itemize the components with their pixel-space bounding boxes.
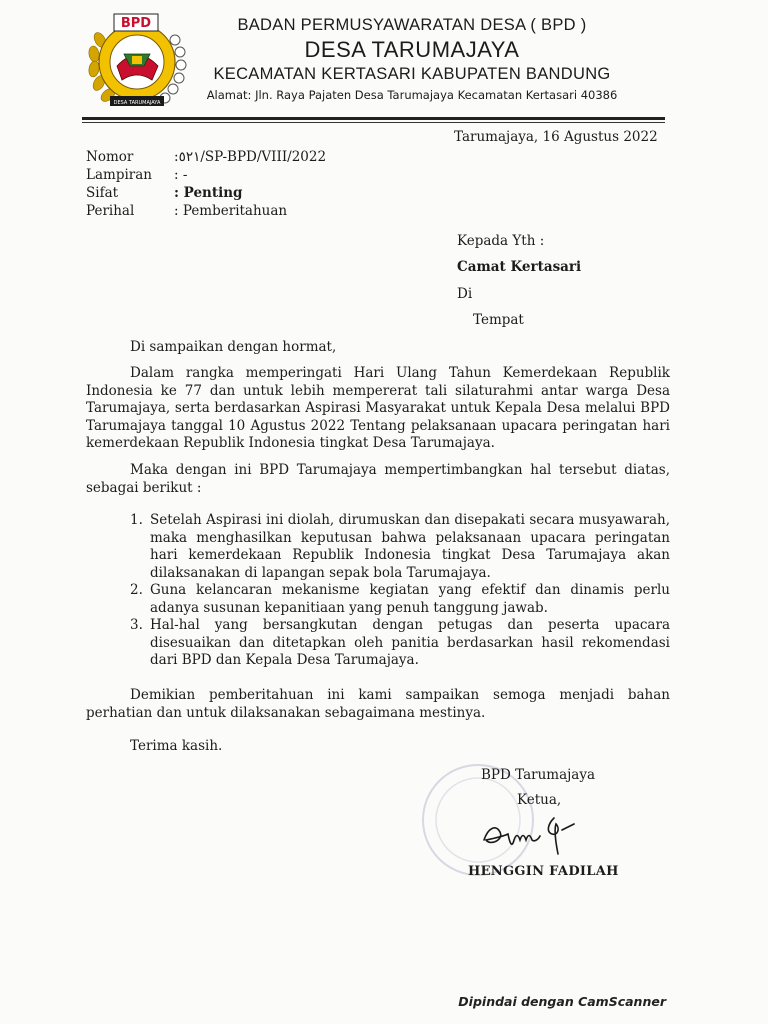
- paragraph-1: Dalam rangka memperingati Hari Ulang Tahun Kemerdekaan Republik Indonesia ke 77 dan untuk lebih mempererat tali silaturahmi antar warga Desa Tarumajaya, serta berdasarkan Aspirasi Masyarakat untuk Kepala Desa melalui BPD Tarumajaya tanggal 10 Agustus 2022 Tentang pelaksanaan upacara peringatan hari kemerdekaan Republik Indonesia tingkat Desa Tarumajaya.: [86, 365, 670, 451]
- perihal-value: : Pemberitahuan: [174, 203, 288, 219]
- recipient-tempat: Tempat: [473, 312, 524, 328]
- nomor-label: Nomor: [86, 149, 134, 165]
- lampiran-label: Lampiran: [86, 167, 152, 183]
- letter-date: Tarumajaya, 16 Agustus 2022: [454, 129, 658, 145]
- recipient-name: Camat Kertasari: [457, 259, 582, 275]
- signature-role: Ketua,: [517, 792, 562, 808]
- logo-band-text: DESA TARUMAJAYA: [113, 100, 161, 106]
- list-item-text: Guna kelancaran mekanisme kegiatan yang efektif dan dinamis perlu adanya susunan kepanitiaan yang penuh tanggung jawab.: [150, 582, 670, 616]
- nomor-value: :٥٢١/SP-BPD/VIII/2022: [174, 149, 327, 165]
- list-item-2: [130, 582, 670, 617]
- recipient-kepada: Kepada Yth :: [457, 233, 545, 249]
- lampiran-value: : -: [174, 167, 188, 183]
- list-item-3: [130, 617, 670, 670]
- sifat-value: : Penting: [174, 185, 243, 201]
- header-district: KECAMATAN KERTASARI KABUPATEN BANDUNG: [213, 65, 611, 83]
- list-item-number: 3.: [130, 617, 143, 633]
- handwritten-signature: [478, 810, 588, 858]
- thanks: Terima kasih.: [130, 738, 223, 754]
- list-item-number: 2.: [130, 582, 143, 598]
- list-item-1: [130, 512, 670, 582]
- header-rule-thin: [82, 122, 665, 123]
- perihal-label: Perihal: [86, 203, 135, 219]
- scanner-watermark: Dipindai dengan CamScanner: [458, 994, 666, 1009]
- list-item-text: Hal-hal yang bersangkutan dengan petugas dan peserta upacara disesuaikan dan ditetapkan oleh panitia berdasarkan hasil rekomendasi dari BPD dan Kepala Desa Tarumajaya.: [150, 617, 670, 668]
- list-item-number: 1.: [130, 512, 143, 528]
- signature-org: BPD Tarumajaya: [481, 767, 596, 783]
- header-village-name: DESA TARUMAJAYA: [304, 37, 520, 62]
- paragraph-2: Maka dengan ini BPD Tarumajaya mempertimbangkan hal tersebut diatas, sebagai berikut :: [86, 462, 670, 496]
- header-org-name: BADAN PERMUSYAWARATAN DESA ( BPD ): [237, 16, 587, 34]
- header-address: Alamat: Jln. Raya Pajaten Desa Tarumajaya Kecamatan Kertasari 40386: [206, 88, 618, 102]
- list-item-text: Setelah Aspirasi ini diolah, dirumuskan dan disepakati secara musyawarah, maka menghasilkan keputusan bahwa pelaksanaan upacara peringatan hari kemerdekaan Republik Indonesia tingkat Desa Tarumajaya akan dilaksanakan di lapangan sepak bola Tarumajaya.: [150, 512, 670, 581]
- logo-bpd-text: BPD: [120, 16, 152, 31]
- header-rule-thick: [82, 117, 665, 120]
- greeting: Di sampaikan dengan hormat,: [130, 339, 337, 355]
- sifat-label: Sifat: [86, 185, 119, 201]
- closing-paragraph: Demikian pemberitahuan ini kami sampaikan semoga menjadi bahan perhatian dan untuk dilaksanakan sebagaimana mestinya.: [86, 687, 670, 721]
- recipient-di: Di: [457, 286, 473, 302]
- signatory-name: HENGGIN FADILAH: [468, 864, 619, 879]
